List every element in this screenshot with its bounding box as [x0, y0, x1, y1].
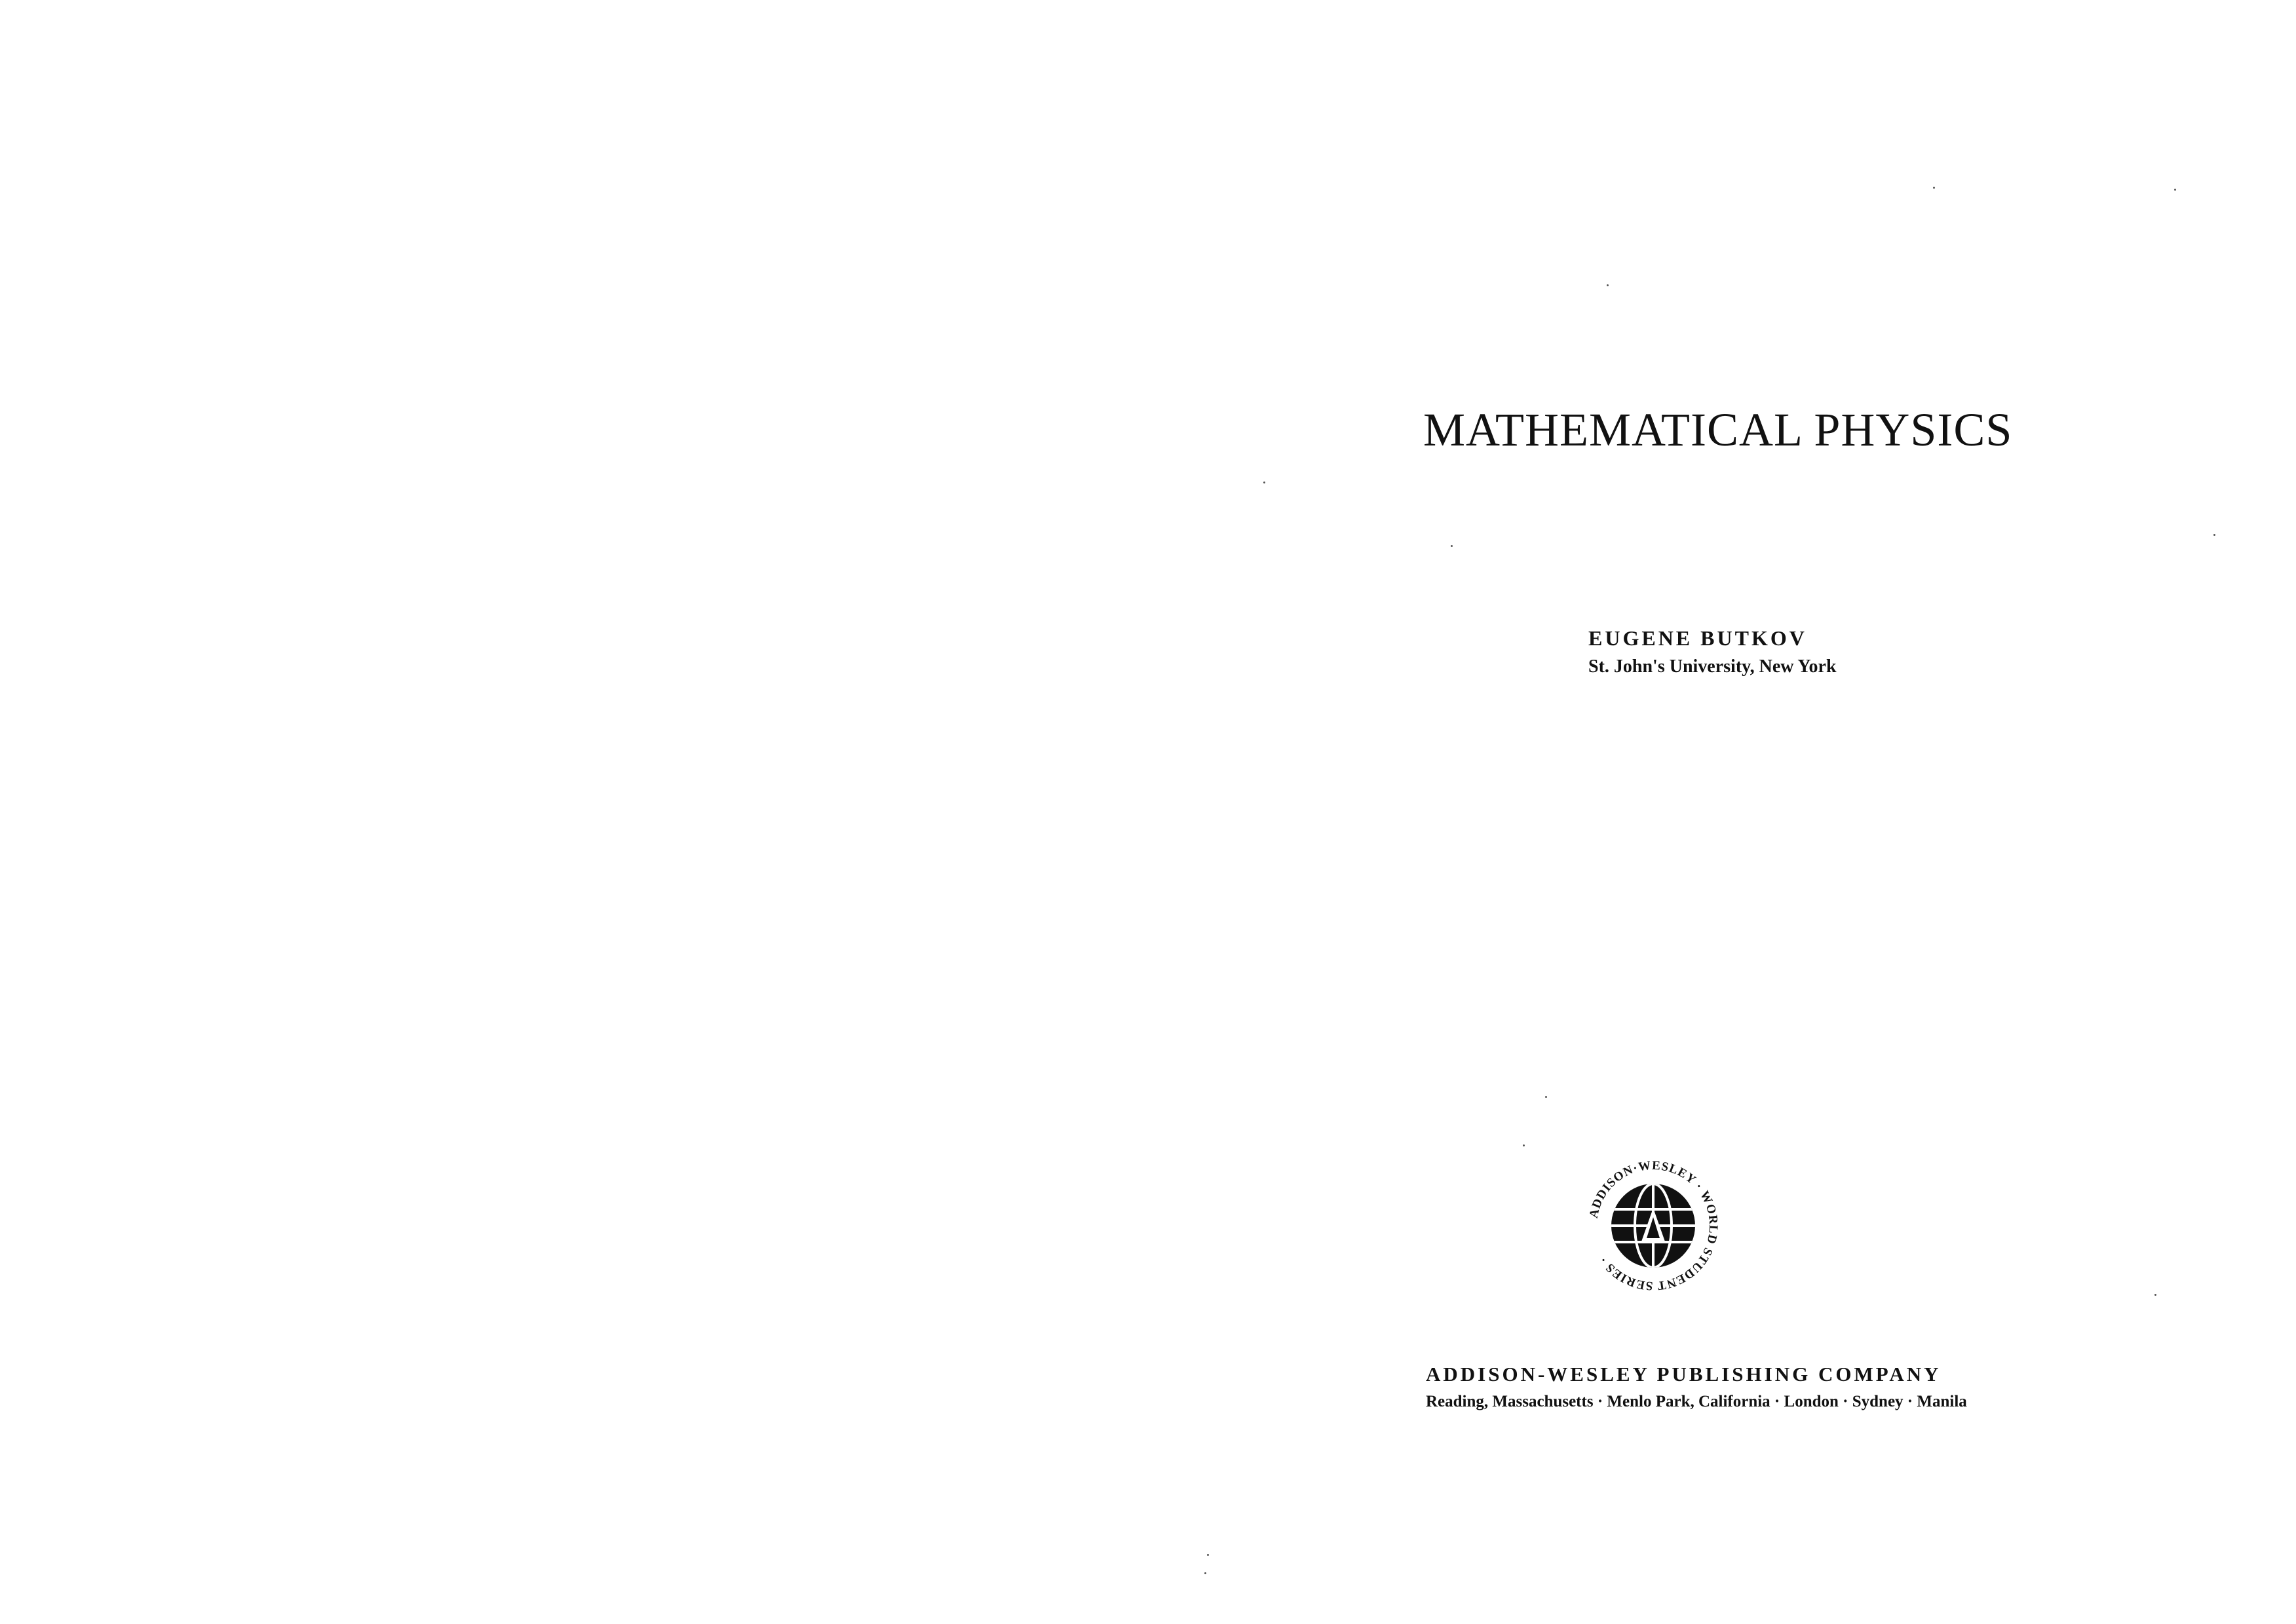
scan-speck [2174, 189, 2176, 191]
globe-emblem-icon [1584, 1157, 1722, 1294]
scan-speck [1204, 1572, 1206, 1574]
author-affiliation: St. John's University, New York [1588, 656, 1837, 677]
author-name: EUGENE BUTKOV [1588, 626, 1807, 650]
scan-speck [1607, 284, 1609, 286]
publisher-block [1426, 1364, 1967, 1410]
publisher-name: ADDISON-WESLEY PUBLISHING COMPANY [1426, 1363, 1942, 1386]
scan-speck [1207, 1554, 1209, 1556]
scan-speck [1523, 1144, 1525, 1146]
book-title: MATHEMATICAL PHYSICS [1423, 404, 2013, 456]
scan-speck [1263, 482, 1265, 483]
publisher-locations: Reading, Massachusetts · Menlo Park, California · London · Sydney · Manila [1426, 1393, 1967, 1410]
scan-speck [1451, 545, 1453, 547]
svg-text:ADDISON·WESLEY · WORLD STUDENT: ADDISON·WESLEY · WORLD STUDENT SERIES · [1586, 1158, 1721, 1293]
scan-speck [2154, 1294, 2156, 1296]
scan-speck [2213, 534, 2215, 536]
scan-speck [1545, 1096, 1547, 1098]
scan-speck [1933, 187, 1935, 189]
author-block [1588, 628, 1837, 676]
